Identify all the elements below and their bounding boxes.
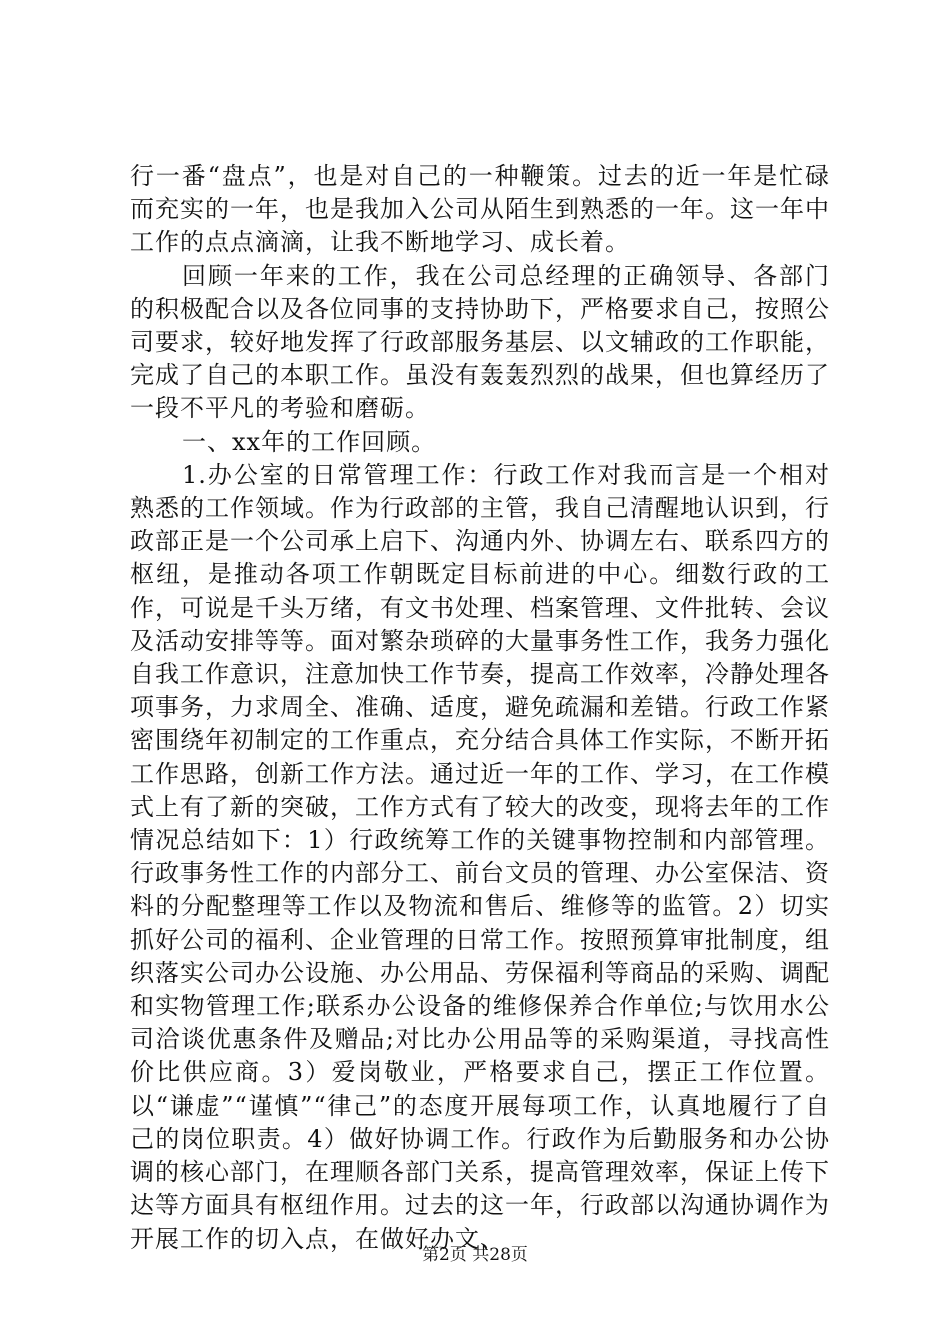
section-heading-work-review: 一、xx年的工作回顾。 (182, 427, 437, 456)
paragraph-continuation: 行一番“盘点”，也是对自己的一种鞭策。过去的近一年是忙碌而充实的一年，也是我加入公司从陌生到熟悉的一年。这一年中工作的点点滴滴，让我不断地学习、成长着。 (130, 162, 830, 257)
paragraph-review-intro: 回顾一年来的工作，我在公司总经理的正确领导、各部门的积极配合以及各位同事的支持协助下，严格要求自己，按照公司要求，较好地发挥了行政部服务基层、以文辅政的工作职能，完成了自己的本职工作。虽没有轰轰烈烈的战果，但也算经历了一段不平凡的考验和磨砺。 (130, 261, 830, 423)
document-body (130, 160, 830, 1256)
page-number-label: 第2页 共28页 (422, 1245, 528, 1265)
paragraph-office-management: 1.办公室的日常管理工作：行政工作对我而言是一个相对熟悉的工作领域。作为行政部的主管，我自己清醒地认识到，行政部正是一个公司承上启下、沟通内外、协调左右、联系四方的枢纽，是推动各项工作朝既定目标前进的中心。细数行政的工作，可说是千头万绪，有文书处理、档案管理、文件批转、会议及活动安排等等。面对繁杂琐碎的大量事务性工作，我务力强化自我工作意识，注意加快工作节奏，提高工作效率，冷静处理各项事务，力求周全、准确、适度，避免疏漏和差错。行政工作紧密围绕年初制定的工作重点，充分结合具体工作实际，不断开拓工作思路，创新工作方法。通过近一年的工作、学习，在工作模式上有了新的突破，工作方式有了较大的改变，现将去年的工作情况总结如下：1）行政统筹工作的关键事物控制和内部管理。行政事务性工作的内部分工、前台文员的管理、办公室保洁、资料的分配整理等工作以及物流和售后、维修等的监管。2）切实抓好公司的福利、企业管理的日常工作。按照预算审批制度，组织落实公司办公设施、办公用品、劳保福利等商品的采购、调配和实物管理工作;联系办公设备的维修保养合作单位;与饮用水公司洽谈优惠条件及赠品;对比办公用品等的采购渠道，寻找高性价比供应商。3）爱岗敬业，严格要求自己，摆正工作位置。以“谦虚”“谨慎”“律己”的态度开展每项工作，认真地履行了自己的岗位职责。4）做好协调工作。行政作为后勤服务和办公协调的核心部门，在理顺各部门关系，提高管理效率，保证上传下达等方面具有枢纽作用。过去的这一年，行政部以沟通协调作为开展工作的切入点，在做好办文、 (130, 460, 830, 1253)
page-footer (0, 1244, 950, 1266)
